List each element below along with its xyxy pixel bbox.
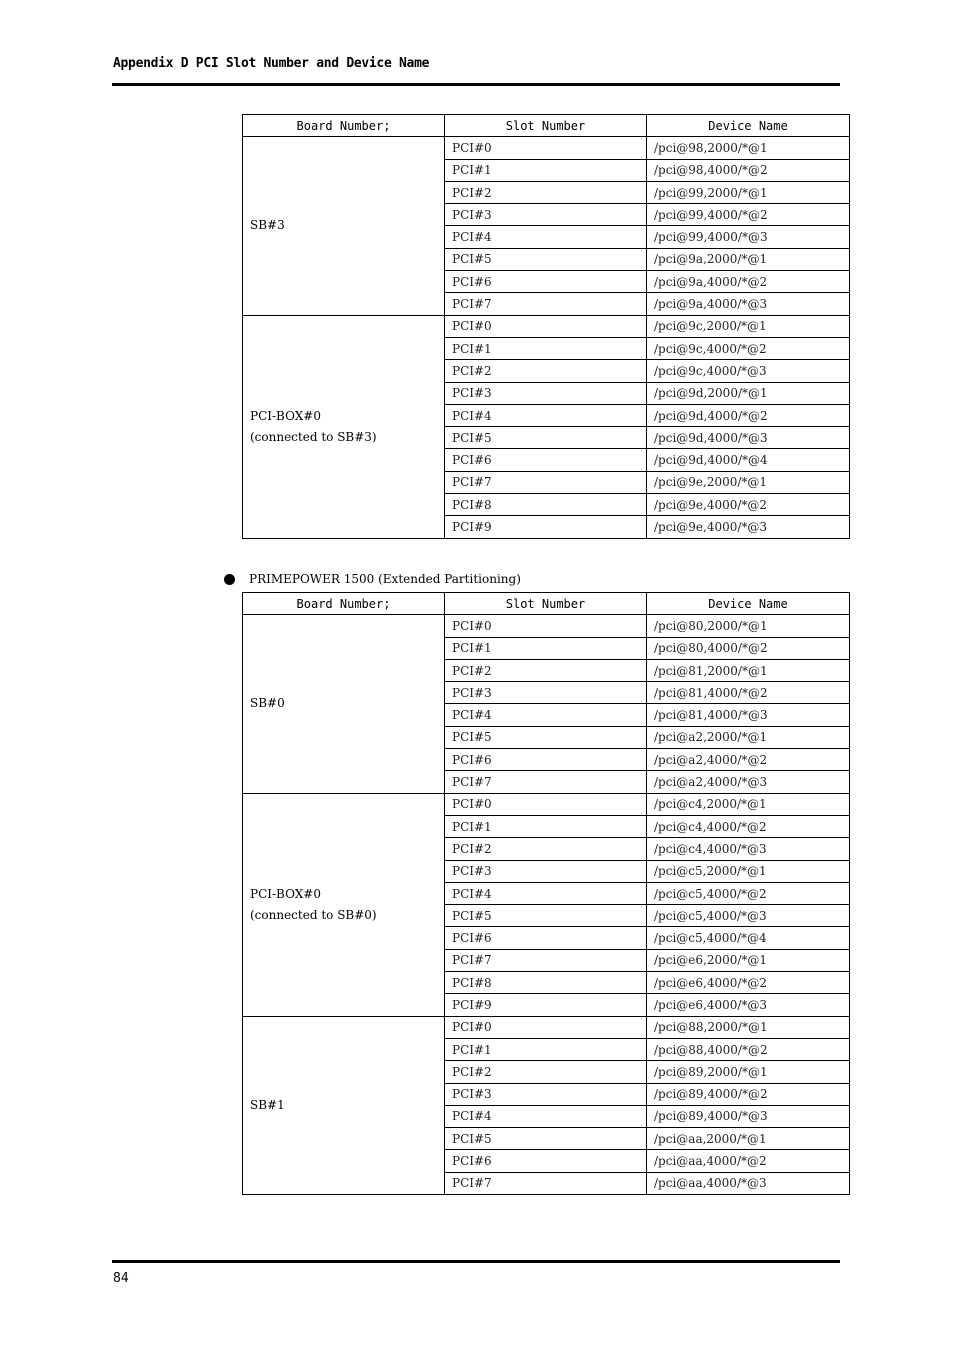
- device-name-cell: /pci@c4,4000/*@3: [647, 838, 850, 860]
- slot-number-cell: PCI#0: [445, 1016, 647, 1038]
- board-number-cell: SB#1: [243, 1016, 445, 1194]
- device-name-cell: /pci@e6,4000/*@3: [647, 994, 850, 1016]
- slot-number-cell: PCI#6: [445, 927, 647, 949]
- device-name-cell: /pci@9d,4000/*@2: [647, 404, 850, 426]
- header-rule: [112, 83, 840, 86]
- device-name-cell: /pci@a2,2000/*@1: [647, 726, 850, 748]
- device-name-cell: /pci@9c,2000/*@1: [647, 315, 850, 337]
- device-name-cell: /pci@81,2000/*@1: [647, 659, 850, 681]
- slot-number-cell: PCI#8: [445, 972, 647, 994]
- slot-number-cell: PCI#8: [445, 494, 647, 516]
- table-row: [243, 315, 850, 337]
- slot-number-cell: PCI#5: [445, 248, 647, 270]
- device-name-header: Device Name: [647, 593, 850, 615]
- device-name-cell: /pci@9c,4000/*@3: [647, 360, 850, 382]
- slot-number-cell: PCI#2: [445, 360, 647, 382]
- slot-number-cell: PCI#5: [445, 1128, 647, 1150]
- slot-number-header: Slot Number: [445, 115, 647, 137]
- device-name-cell: /pci@9d,2000/*@1: [647, 382, 850, 404]
- slot-number-cell: PCI#1: [445, 337, 647, 359]
- device-name-cell: /pci@e6,2000/*@1: [647, 949, 850, 971]
- slot-number-cell: PCI#4: [445, 882, 647, 904]
- footer-rule: [112, 1260, 840, 1263]
- page-header-title: Appendix D PCI Slot Number and Device Name: [113, 56, 430, 71]
- slot-number-cell: PCI#7: [445, 293, 647, 315]
- device-name-cell: /pci@e6,4000/*@2: [647, 972, 850, 994]
- slot-number-cell: PCI#5: [445, 905, 647, 927]
- table-header-row: [243, 593, 850, 615]
- device-name-cell: /pci@88,2000/*@1: [647, 1016, 850, 1038]
- slot-number-cell: PCI#4: [445, 1105, 647, 1127]
- board-number-cell: PCI-BOX#0 (connected to SB#0): [243, 793, 445, 1016]
- device-name-cell: /pci@9a,2000/*@1: [647, 248, 850, 270]
- slot-number-cell: PCI#6: [445, 1150, 647, 1172]
- device-name-cell: /pci@81,4000/*@3: [647, 704, 850, 726]
- device-name-cell: /pci@aa,2000/*@1: [647, 1128, 850, 1150]
- device-name-cell: /pci@a2,4000/*@3: [647, 771, 850, 793]
- pci-table-2: [242, 592, 850, 1195]
- device-name-cell: /pci@aa,4000/*@2: [647, 1150, 850, 1172]
- device-name-cell: /pci@9a,4000/*@3: [647, 293, 850, 315]
- slot-number-cell: PCI#3: [445, 204, 647, 226]
- slot-number-cell: PCI#6: [445, 749, 647, 771]
- slot-number-cell: PCI#0: [445, 793, 647, 815]
- device-name-cell: /pci@c5,4000/*@3: [647, 905, 850, 927]
- device-name-cell: /pci@c5,4000/*@2: [647, 882, 850, 904]
- slot-number-cell: PCI#4: [445, 404, 647, 426]
- slot-number-cell: PCI#5: [445, 427, 647, 449]
- device-name-cell: /pci@98,2000/*@1: [647, 137, 850, 159]
- device-name-cell: /pci@c4,4000/*@2: [647, 815, 850, 837]
- bullet-icon: [224, 574, 235, 585]
- board-number-cell: SB#3: [243, 137, 445, 315]
- device-name-cell: /pci@c5,4000/*@4: [647, 927, 850, 949]
- board-number-header: Board Number;: [243, 115, 445, 137]
- device-name-cell: /pci@9e,4000/*@2: [647, 494, 850, 516]
- device-name-cell: /pci@9e,4000/*@3: [647, 516, 850, 538]
- device-name-cell: /pci@99,4000/*@2: [647, 204, 850, 226]
- device-name-cell: /pci@89,4000/*@3: [647, 1105, 850, 1127]
- slot-number-cell: PCI#9: [445, 516, 647, 538]
- slot-number-cell: PCI#1: [445, 1038, 647, 1060]
- slot-number-cell: PCI#3: [445, 382, 647, 404]
- device-name-cell: /pci@89,2000/*@1: [647, 1061, 850, 1083]
- device-name-cell: /pci@9d,4000/*@4: [647, 449, 850, 471]
- slot-number-cell: PCI#1: [445, 637, 647, 659]
- slot-number-cell: PCI#1: [445, 159, 647, 181]
- page-number: 84: [113, 1271, 129, 1286]
- device-name-cell: /pci@9a,4000/*@2: [647, 271, 850, 293]
- slot-number-cell: PCI#3: [445, 1083, 647, 1105]
- table-row: [243, 1016, 850, 1038]
- slot-number-cell: PCI#7: [445, 949, 647, 971]
- slot-number-cell: PCI#0: [445, 615, 647, 637]
- device-name-cell: /pci@89,4000/*@2: [647, 1083, 850, 1105]
- slot-number-cell: PCI#3: [445, 860, 647, 882]
- board-number-header: Board Number;: [243, 593, 445, 615]
- slot-number-cell: PCI#7: [445, 471, 647, 493]
- slot-number-cell: PCI#3: [445, 682, 647, 704]
- device-name-cell: /pci@a2,4000/*@2: [647, 749, 850, 771]
- slot-number-cell: PCI#0: [445, 137, 647, 159]
- device-name-header: Device Name: [647, 115, 850, 137]
- pci-table-1: [242, 114, 850, 539]
- slot-number-header: Slot Number: [445, 593, 647, 615]
- slot-number-cell: PCI#0: [445, 315, 647, 337]
- device-name-cell: /pci@88,4000/*@2: [647, 1038, 850, 1060]
- board-number-cell: PCI-BOX#0 (connected to SB#3): [243, 315, 445, 538]
- slot-number-cell: PCI#7: [445, 1172, 647, 1194]
- slot-number-cell: PCI#2: [445, 838, 647, 860]
- table-row: [243, 793, 850, 815]
- slot-number-cell: PCI#1: [445, 815, 647, 837]
- table-row: [243, 137, 850, 159]
- slot-number-cell: PCI#4: [445, 704, 647, 726]
- table-header-row: [243, 115, 850, 137]
- device-name-cell: /pci@9d,4000/*@3: [647, 427, 850, 449]
- slot-number-cell: PCI#9: [445, 994, 647, 1016]
- device-name-cell: /pci@aa,4000/*@3: [647, 1172, 850, 1194]
- board-number-cell: SB#0: [243, 615, 445, 793]
- slot-number-cell: PCI#2: [445, 659, 647, 681]
- slot-number-cell: PCI#5: [445, 726, 647, 748]
- slot-number-cell: PCI#4: [445, 226, 647, 248]
- device-name-cell: /pci@81,4000/*@2: [647, 682, 850, 704]
- slot-number-cell: PCI#6: [445, 449, 647, 471]
- device-name-cell: /pci@99,2000/*@1: [647, 181, 850, 203]
- section-title: PRIMEPOWER 1500 (Extended Partitioning): [249, 572, 521, 586]
- device-name-cell: /pci@80,2000/*@1: [647, 615, 850, 637]
- device-name-cell: /pci@c4,2000/*@1: [647, 793, 850, 815]
- device-name-cell: /pci@98,4000/*@2: [647, 159, 850, 181]
- device-name-cell: /pci@99,4000/*@3: [647, 226, 850, 248]
- device-name-cell: /pci@80,4000/*@2: [647, 637, 850, 659]
- section-heading: [224, 572, 521, 586]
- table-row: [243, 615, 850, 637]
- slot-number-cell: PCI#6: [445, 271, 647, 293]
- device-name-cell: /pci@9c,4000/*@2: [647, 337, 850, 359]
- slot-number-cell: PCI#2: [445, 181, 647, 203]
- device-name-cell: /pci@9e,2000/*@1: [647, 471, 850, 493]
- slot-number-cell: PCI#7: [445, 771, 647, 793]
- slot-number-cell: PCI#2: [445, 1061, 647, 1083]
- device-name-cell: /pci@c5,2000/*@1: [647, 860, 850, 882]
